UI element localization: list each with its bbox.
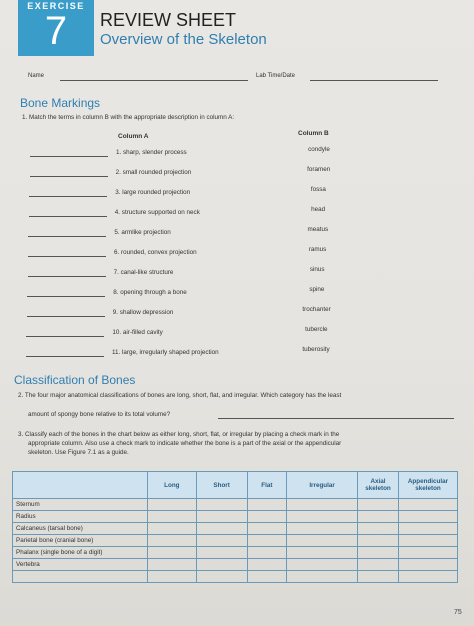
checkmark-cell[interactable] [196, 499, 247, 511]
answer-blank[interactable] [30, 176, 108, 177]
column-b-term: head [311, 206, 326, 213]
answer-blank[interactable] [28, 236, 106, 237]
checkmark-cell[interactable] [399, 559, 458, 571]
q3-text-3: skeleton. Use Figure 7.1 as a guide. [28, 449, 129, 456]
checkmark-cell[interactable] [196, 535, 247, 547]
checkmark-cell[interactable] [399, 547, 458, 559]
page-subtitle: Overview of the Skeleton [100, 31, 267, 48]
checkmark-cell[interactable] [399, 523, 458, 535]
name-field[interactable] [60, 80, 248, 81]
column-a-description: 9. shallow depression [112, 309, 174, 316]
table-header-row [13, 472, 458, 499]
table-row [13, 571, 458, 583]
column-b-term: tuberosity [302, 346, 330, 353]
column-b-term: condyle [308, 146, 330, 153]
checkmark-cell[interactable] [399, 499, 458, 511]
column-b-term: meatus [307, 226, 329, 233]
exercise-number: 7 [44, 9, 68, 53]
checkmark-cell[interactable] [358, 547, 399, 559]
q3-text-2: appropriate column. Also use a check mark to indicate whether the bone is a part of the axial or the appendicular [28, 440, 342, 447]
column-a-description: 4. structure supported on neck [114, 209, 200, 216]
checkmark-cell[interactable] [148, 511, 197, 523]
answer-blank[interactable] [28, 256, 106, 257]
checkmark-cell[interactable] [287, 547, 358, 559]
classification-heading: Classification of Bones [14, 373, 136, 387]
column-a-description: 8. opening through a bone [113, 289, 187, 296]
table-row [13, 523, 458, 535]
empty-cell[interactable] [247, 571, 287, 583]
checkmark-cell[interactable] [148, 535, 197, 547]
bone-name-cell: Phalanx (single bone of a digit) [13, 547, 148, 559]
checkmark-cell[interactable] [247, 547, 287, 559]
q2-text-cont: amount of spongy bone relative to its total volume? [28, 411, 171, 418]
q2-answer-field[interactable] [218, 418, 454, 419]
column-a-header: Column A [118, 133, 149, 140]
header-short: Short [196, 472, 247, 499]
checkmark-cell[interactable] [148, 559, 197, 571]
checkmark-cell[interactable] [148, 523, 197, 535]
header-irregular: Irregular [287, 472, 358, 499]
answer-blank[interactable] [27, 316, 105, 317]
bone-name-cell: Vertebra [13, 559, 148, 571]
bone-name-cell: Sternum [13, 499, 148, 511]
bone-name-cell: Parietal bone (cranial bone) [13, 535, 148, 547]
name-label: Name [28, 73, 45, 79]
answer-blank[interactable] [27, 296, 105, 297]
checkmark-cell[interactable] [358, 559, 399, 571]
checkmark-cell[interactable] [399, 535, 458, 547]
checkmark-cell[interactable] [247, 535, 287, 547]
column-b-term: ramus [308, 246, 327, 253]
empty-cell[interactable] [287, 571, 358, 583]
bone-name-cell: Calcaneus (tarsal bone) [13, 523, 148, 535]
column-b-term: tubercle [305, 326, 328, 333]
checkmark-cell[interactable] [358, 523, 399, 535]
checkmark-cell[interactable] [148, 547, 197, 559]
column-b-term: spine [309, 286, 325, 293]
checkmark-cell[interactable] [287, 535, 358, 547]
bone-markings-heading: Bone Markings [20, 96, 101, 110]
checkmark-cell[interactable] [148, 499, 197, 511]
empty-cell[interactable] [196, 571, 247, 583]
table-row [13, 499, 458, 511]
table-row [13, 559, 458, 571]
classification-table [12, 471, 458, 583]
q1-instruction: 1. Match the terms in column B with the appropriate description in column A: [22, 114, 235, 121]
checkmark-cell[interactable] [358, 511, 399, 523]
header-axial: Axial skeleton [358, 472, 399, 499]
review-sheet-title: REVIEW SHEET [100, 10, 237, 30]
column-a-description: 1. sharp, slender process [116, 149, 187, 156]
checkmark-cell[interactable] [287, 523, 358, 535]
answer-blank[interactable] [26, 336, 104, 337]
column-b-term: sinus [309, 266, 325, 273]
header-flat: Flat [247, 472, 287, 499]
checkmark-cell[interactable] [196, 523, 247, 535]
exercise-badge [18, 0, 94, 56]
checkmark-cell[interactable] [196, 559, 247, 571]
q2-text: 2. The four major anatomical classifications of bones are long, short, flat, and irregular. Which category has the least [18, 392, 342, 399]
checkmark-cell[interactable] [247, 523, 287, 535]
empty-cell[interactable] [358, 571, 399, 583]
column-b-term: foramen [307, 166, 331, 173]
table-row [13, 535, 458, 547]
checkmark-cell[interactable] [358, 499, 399, 511]
column-a-description: 7. canal-like structure [113, 269, 174, 276]
column-a-description: 11. large, irregularly shaped projection [112, 349, 219, 356]
column-b-header: Column B [298, 130, 329, 137]
answer-blank[interactable] [29, 196, 107, 197]
header-long: Long [148, 472, 197, 499]
checkmark-cell[interactable] [247, 511, 287, 523]
column-a-description: 10. air-filled cavity [112, 329, 163, 336]
header-appendicular: Appendicular skeleton [399, 472, 458, 499]
checkmark-cell[interactable] [287, 559, 358, 571]
column-a-description: 2. small rounded projection [115, 169, 192, 176]
checkmark-cell[interactable] [196, 547, 247, 559]
answer-blank[interactable] [26, 356, 104, 357]
checkmark-cell[interactable] [358, 535, 399, 547]
header-bone [13, 472, 148, 499]
table-row [13, 547, 458, 559]
page-number: 75 [454, 609, 462, 616]
table-row [13, 511, 458, 523]
empty-cell[interactable] [13, 571, 148, 583]
column-a-description: 3. large rounded projection [115, 189, 191, 196]
column-a-description: 6. rounded, convex projection [114, 249, 197, 256]
answer-blank[interactable] [29, 216, 107, 217]
checkmark-cell[interactable] [399, 511, 458, 523]
lab-time-field[interactable] [310, 80, 438, 81]
checkmark-cell[interactable] [287, 511, 358, 523]
checkmark-cell[interactable] [247, 499, 287, 511]
answer-blank[interactable] [30, 156, 108, 157]
bone-name-cell: Radius [13, 511, 148, 523]
column-b-term: trochanter [302, 306, 331, 313]
column-b-term: fossa [310, 186, 326, 193]
checkmark-cell[interactable] [196, 511, 247, 523]
exercise-label: EXERCISE [27, 1, 85, 11]
empty-cell[interactable] [148, 571, 197, 583]
checkmark-cell[interactable] [247, 559, 287, 571]
answer-blank[interactable] [28, 276, 106, 277]
empty-cell[interactable] [399, 571, 458, 583]
q3-text: 3. Classify each of the bones in the chart below as either long, short, flat, or irregular by placing a check mark in the [18, 431, 340, 438]
lab-time-label: Lab Time/Date [256, 73, 296, 79]
column-a-description: 5. armlike projection [114, 229, 171, 236]
checkmark-cell[interactable] [287, 499, 358, 511]
